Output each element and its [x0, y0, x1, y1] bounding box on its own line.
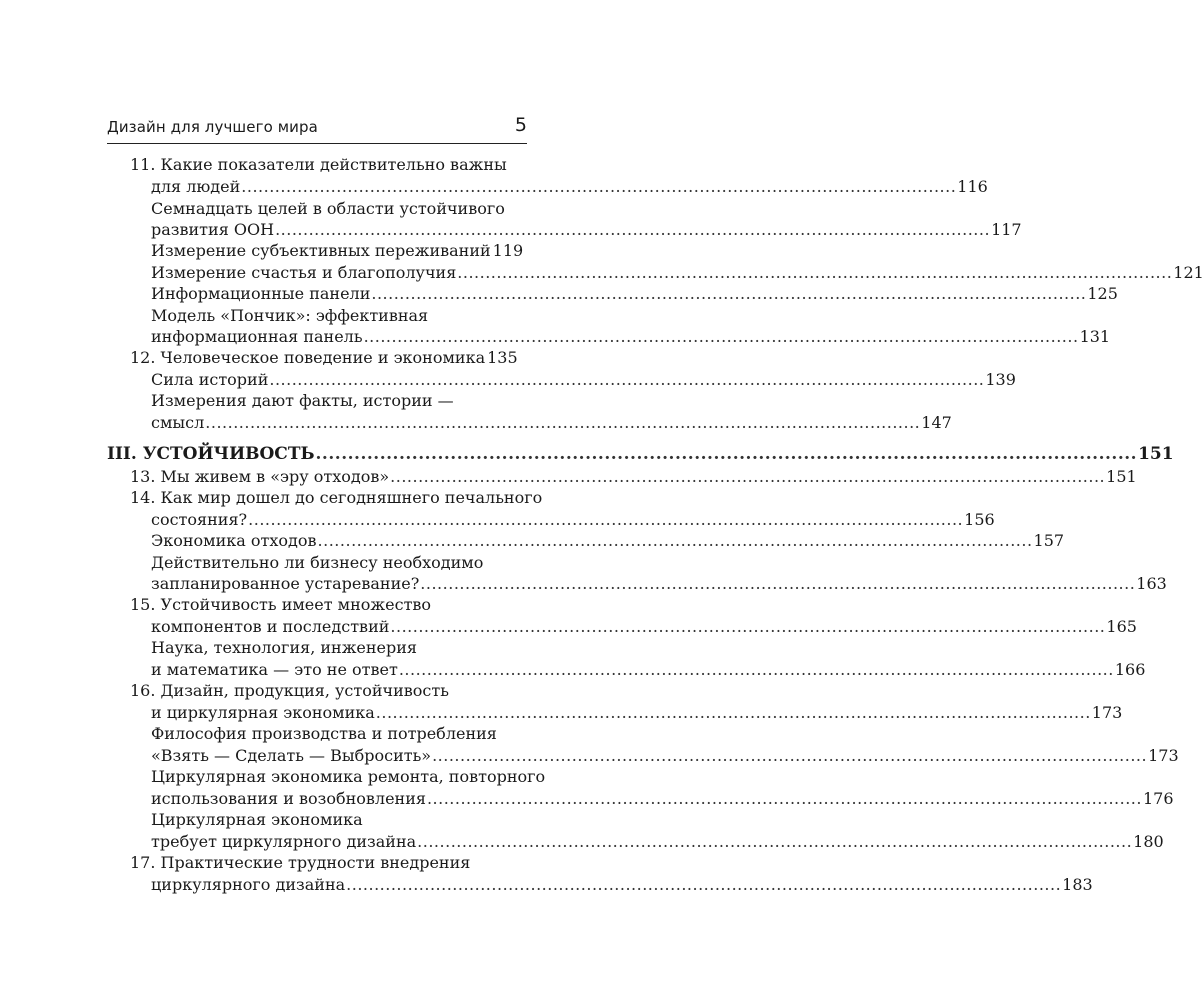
toc-entry-title: циркулярного дизайна: [151, 875, 346, 894]
toc-entry: [151, 530, 1065, 552]
toc-entry-title: смысл: [151, 413, 205, 432]
toc-entry-title: состояния?: [151, 510, 248, 529]
leader-dots: ................................................................................................................................: [317, 531, 1033, 550]
toc-page-number: 119: [492, 241, 524, 260]
toc-entry: [151, 831, 1164, 853]
leader-dots: ................................................................................................................................: [375, 703, 1091, 722]
leader-dots: ................................................................................................................................: [269, 370, 985, 389]
toc-section: [151, 305, 428, 327]
toc-page-number: 125: [1087, 284, 1118, 303]
toc-page-number: 135: [487, 348, 518, 367]
toc-entry-title: Наука, технология, инженерия: [151, 638, 418, 657]
toc-entry-title: 12. Человеческое поведение и экономика: [130, 348, 486, 367]
toc-entry: [151, 874, 1093, 896]
toc-entry: [151, 283, 1118, 305]
toc-entry: [151, 326, 1111, 348]
toc-entry: [151, 176, 988, 198]
toc-chapter-12: [130, 347, 517, 369]
toc-entry-title: Сила историй: [151, 370, 269, 389]
toc-chapter-15: [130, 594, 431, 616]
toc-chapter-13: [130, 466, 1137, 488]
leader-dots: ................................................................................................................................: [390, 467, 1106, 486]
toc-entry: [151, 369, 1016, 391]
toc-page-number: 156: [964, 510, 995, 529]
toc-page-number: 116: [957, 177, 988, 196]
toc-chapter-14: [130, 487, 542, 509]
toc-section: [151, 198, 505, 220]
toc-entry-title: Циркулярная экономика: [151, 810, 363, 829]
toc-entry-title: и циркулярная экономика: [151, 703, 375, 722]
toc-page-number: 139: [985, 370, 1016, 389]
toc-entry-title: 16. Дизайн, продукция, устойчивость: [130, 681, 449, 700]
leader-dots: ................................................................................................................................: [417, 832, 1133, 851]
toc-page-number: 165: [1106, 617, 1137, 636]
toc-chapter-17: [130, 852, 470, 874]
toc-entry: [151, 573, 1167, 595]
leader-dots: ................................................................................................................................: [398, 660, 1114, 679]
header-rule: [107, 143, 527, 144]
leader-dots: ................................................................................................................................: [241, 177, 957, 196]
toc-section: [151, 723, 497, 745]
toc-entry: [151, 616, 1137, 638]
toc-page-number: 183: [1062, 875, 1093, 894]
toc-entry-title: «Взять — Сделать — Выбросить»: [151, 746, 432, 765]
running-header-title: Дизайн для лучшего мира: [107, 118, 318, 136]
toc-entry-title: Модель «Пончик»: эффективная: [151, 306, 429, 325]
toc-page-number: 151: [1106, 467, 1137, 486]
toc-chapter-16: [130, 680, 449, 702]
toc-entry-title: Информационные панели: [151, 284, 371, 303]
leader-dots: ................................................................................................................................: [426, 789, 1142, 808]
toc-section: [151, 809, 363, 831]
toc-entry-title: информационная панель: [151, 327, 363, 346]
page-number: 5: [514, 114, 527, 136]
leader-dots: ................................................................................................................................: [248, 510, 964, 529]
toc-page-number: 173: [1091, 703, 1123, 722]
leader-dots: ................................................................................................................................: [420, 574, 1136, 593]
toc-entry-title: Циркулярная экономика ремонта, повторного: [151, 767, 546, 786]
toc-entry-title: компонентов и последствий: [151, 617, 390, 636]
toc-entry: [151, 702, 1123, 724]
toc-entry-title: использования и возобновления: [151, 789, 426, 808]
toc-page-number: 166: [1114, 660, 1146, 679]
toc-entry-title: запланированное устаревание?: [151, 574, 420, 593]
toc-page-number: 131: [1079, 327, 1111, 346]
toc-entry-title: развития ООН: [151, 220, 275, 239]
toc-entry-title: 17. Практические трудности внедрения: [130, 853, 471, 872]
toc-page-number: 176: [1142, 789, 1174, 808]
toc-section: [151, 390, 454, 412]
leader-dots: ................................................................................................................................: [205, 413, 921, 432]
toc-section: [151, 552, 483, 574]
toc-page-number: 147: [921, 413, 952, 432]
toc-entry-title: III. УСТОЙЧИВОСТЬ: [107, 444, 315, 464]
toc-section: [151, 637, 417, 659]
toc-page-number: 173: [1148, 746, 1179, 765]
toc-entry-title: 14. Как мир дошел до сегодняшнего печального: [130, 488, 543, 507]
toc-entry-title: для людей: [151, 177, 241, 196]
toc-page-number: 180: [1133, 832, 1164, 851]
running-header: [107, 114, 527, 140]
toc-page-number: 163: [1136, 574, 1167, 593]
toc-entry-title: требует циркулярного дизайна: [151, 832, 417, 851]
leader-dots: ................................................................................................................................: [457, 263, 1173, 282]
toc-entry: [151, 509, 995, 531]
toc-entry-title: Измерения дают факты, истории —: [151, 391, 454, 410]
toc-entry-title: 15. Устойчивость имеет множество: [130, 595, 432, 614]
leader-dots: ................................................................................................................................: [432, 746, 1148, 765]
toc-page-number: 117: [991, 220, 1022, 239]
toc-entry: [151, 240, 524, 262]
leader-dots: ................................................................................................................................: [315, 444, 1138, 464]
toc-entry: [151, 412, 952, 434]
toc-entry-title: Философия производства и потребления: [151, 724, 497, 743]
toc-entry: [151, 262, 1204, 284]
toc-page-number: 121: [1173, 263, 1204, 282]
toc-chapter-11: [130, 154, 507, 176]
toc-entry-title: Экономика отходов: [151, 531, 317, 550]
toc-entry-title: 11. Какие показатели действительно важны: [130, 155, 507, 174]
toc-section: [151, 766, 545, 788]
toc-entry-title: Измерение счастья и благополучия: [151, 263, 457, 282]
toc-entry: [151, 745, 1179, 767]
leader-dots: ................................................................................................................................: [363, 327, 1079, 346]
toc-entry-title: и математика — это не ответ: [151, 660, 398, 679]
leader-dots: ................................................................................................................................: [390, 617, 1106, 636]
leader-dots: ................................................................................................................................: [371, 284, 1087, 303]
toc-entry: [151, 659, 1146, 681]
toc-entry-title: Действительно ли бизнесу необходимо: [151, 553, 484, 572]
toc-entry: [151, 219, 1022, 241]
toc-entry-title: 13. Мы живем в «эру отходов»: [130, 467, 390, 486]
toc-entry-title: Семнадцать целей в области устойчивого: [151, 199, 505, 218]
toc-page-number: 157: [1033, 531, 1065, 550]
toc-entry: [151, 788, 1174, 810]
toc-part-heading: [107, 443, 1174, 465]
leader-dots: ................................................................................................................................: [275, 220, 991, 239]
leader-dots: ................................................................................................................................: [346, 875, 1062, 894]
toc-entry-title: Измерение субъективных переживаний: [151, 241, 491, 260]
toc-page-number: 151: [1138, 444, 1174, 464]
